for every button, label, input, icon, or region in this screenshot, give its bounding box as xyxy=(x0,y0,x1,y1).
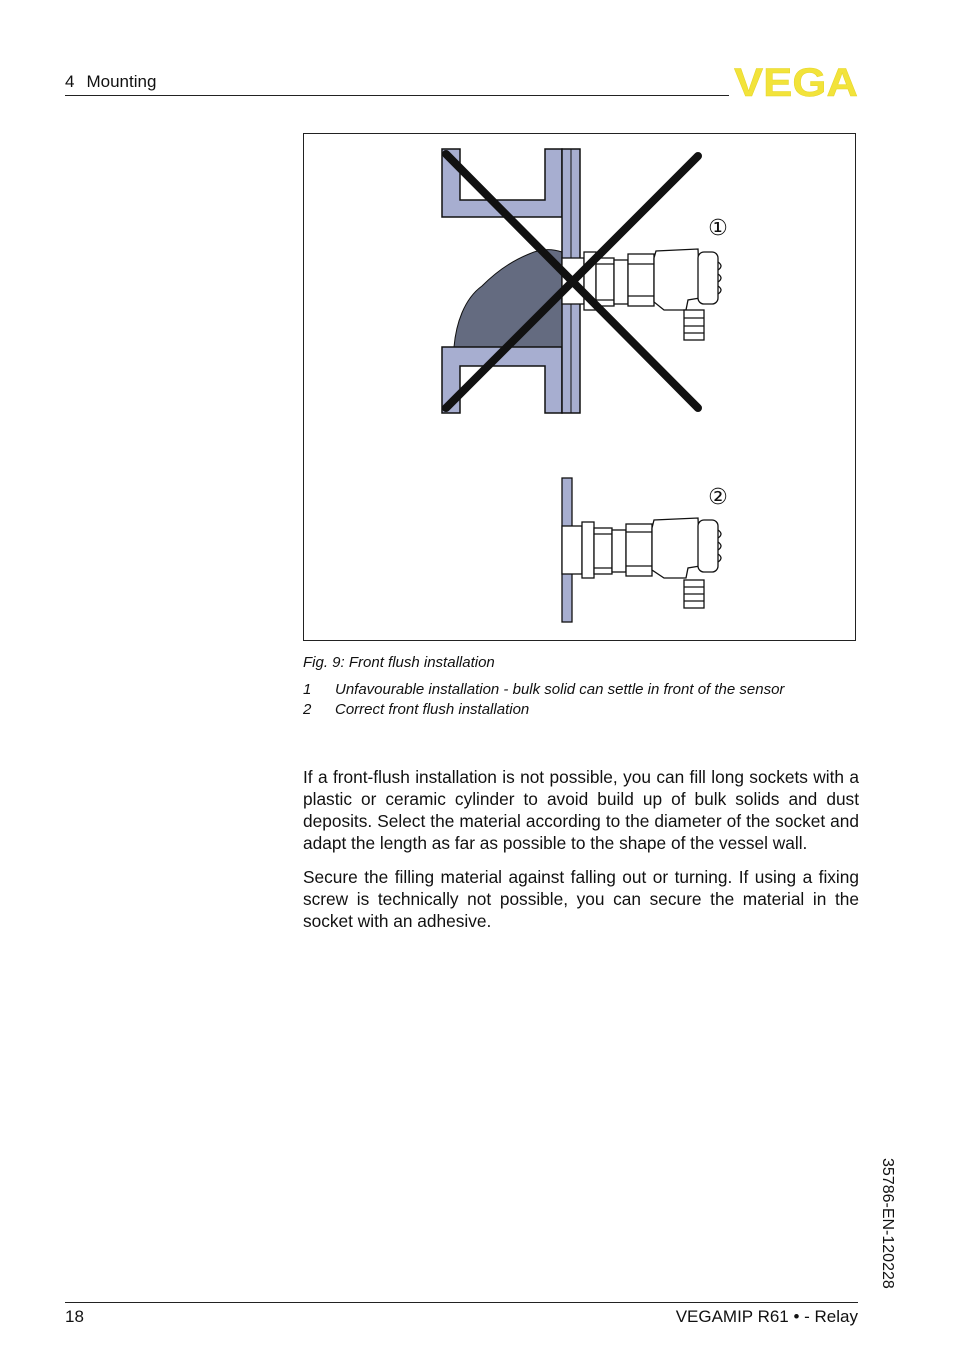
legend-number: 1 xyxy=(303,681,312,698)
section-title: Mounting xyxy=(86,72,157,91)
legend-item xyxy=(303,700,784,720)
sensor-correct xyxy=(562,518,721,608)
figure-caption: Fig. 9: Front flush installation xyxy=(303,654,495,671)
installation-figure xyxy=(303,133,856,641)
section-number: 4 xyxy=(65,72,75,91)
legend-number: 2 xyxy=(303,701,312,718)
body-text xyxy=(303,766,859,944)
section-header xyxy=(65,72,156,92)
callout-2: ② xyxy=(708,485,728,510)
installation-diagram xyxy=(304,134,857,642)
header-divider xyxy=(65,95,729,96)
vega-logo xyxy=(733,63,859,101)
paragraph: If a front-flush installation is not possible, you can fill long sockets with a plastic or ceramic cylinder to avoid build up of bulk solids and dust deposits. Select the material according to the diameter of the socket and adapt the length as far as possible to the shape of the vessel wall. xyxy=(303,767,859,853)
figure-legend xyxy=(303,680,784,720)
document-title: VEGAMIP R61 • - Relay xyxy=(675,1307,858,1326)
callout-1: ① xyxy=(708,216,728,241)
paragraph: Secure the filling material against falling out or turning. If using a fixing screw is technically not possible, you can secure the material in the socket with an adhesive. xyxy=(303,867,859,931)
page-number: 18 xyxy=(65,1307,84,1326)
vega-logo-text: VEGA xyxy=(734,63,858,101)
footer-divider xyxy=(65,1302,858,1303)
document-code: 35786-EN-120228 xyxy=(879,1158,896,1289)
legend-text: Correct front flush installation xyxy=(335,701,530,718)
legend-text: Unfavourable installation - bulk solid can settle in front of the sensor xyxy=(335,681,785,698)
legend-item xyxy=(303,680,784,700)
correct-installation-drawing xyxy=(562,478,728,622)
bulk-solid-shape xyxy=(454,250,562,347)
unfavourable-installation-drawing xyxy=(442,149,728,413)
